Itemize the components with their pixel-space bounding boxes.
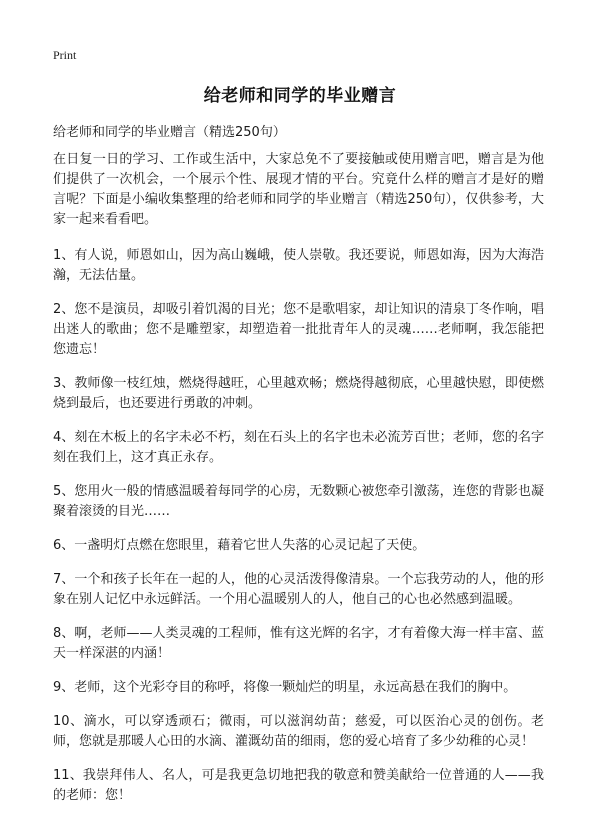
list-item: 6、一盏明灯点燃在您眼里，藉着它世人失落的心灵记起了天使。 [53, 538, 426, 553]
intro-paragraph: 在日复一日的学习、工作或生活中，大家总免不了要接触或使用赠言吧，赠言是为他们提供了一次机会，一个展示个性、展现才情的平台。究竟什么样的赠言才是好的赠言呢？下面是小编收集整理的给老师和同学的毕业赠言（精选250句），仅供参考，大家一起来看看吧。 [53, 152, 544, 227]
list-item: 2、您不是演员，却吸引着饥渴的目光；您不是歌唱家，却让知识的清泉丁冬作响，唱出迷人的歌曲；您不是雕塑家，却塑造着一批批青年人的灵魂……老师啊，我怎能把您遗忘！ [53, 302, 544, 357]
list-item: 7、一个和孩子长年在一起的人，他的心灵活泼得像清泉。一个忘我劳动的人，他的形象在别人记忆中永远鲜活。一个用心温暖别人的人，他自己的心也必然感到温暖。 [53, 572, 544, 607]
print-label: Print [53, 48, 77, 62]
list-item: 11、我崇拜伟人、名人，可是我更急切地把我的敬意和赞美献给一位普通的人——我的老师：您！ [53, 768, 544, 803]
document-title: 给老师和同学的毕业赠言 [203, 86, 397, 106]
list-item: 9、老师，这个光彩夺目的称呼，将像一颗灿烂的明星，永远高悬在我们的胸中。 [53, 680, 517, 695]
document-body [53, 150, 544, 820]
document-subtitle: 给老师和同学的毕业赠言（精选250句） [53, 125, 286, 140]
list-item: 5、您用火一般的情感温暖着每同学的心房，无数颗心被您牵引激荡，连您的背影也凝聚着滚烫的目光…… [53, 484, 544, 519]
list-item: 10、滴水，可以穿透顽石；微雨，可以滋润幼苗；慈爱，可以医治心灵的创伤。老师，您就是那暖人心田的水滴、灌溉幼苗的细雨，您的爱心培育了多少幼稚的心灵！ [53, 714, 544, 749]
list-item: 1、有人说，师恩如山，因为高山巍峨，使人崇敬。我还要说，师恩如海，因为大海浩瀚，无法估量。 [53, 248, 544, 283]
list-item: 8、啊，老师——人类灵魂的工程师，惟有这光辉的名字，才有着像大海一样丰富、蓝天一样深湛的内涵！ [53, 626, 544, 661]
list-item: 3、教师像一枝红烛，燃烧得越旺，心里越欢畅；燃烧得越彻底，心里越快慰，即使燃烧到最后，也还要进行勇敢的冲刺。 [53, 376, 544, 411]
list-item: 4、刻在木板上的名字未必不朽，刻在石头上的名字也未必流芳百世；老师，您的名字刻在我们上，这才真正永存。 [53, 430, 544, 465]
